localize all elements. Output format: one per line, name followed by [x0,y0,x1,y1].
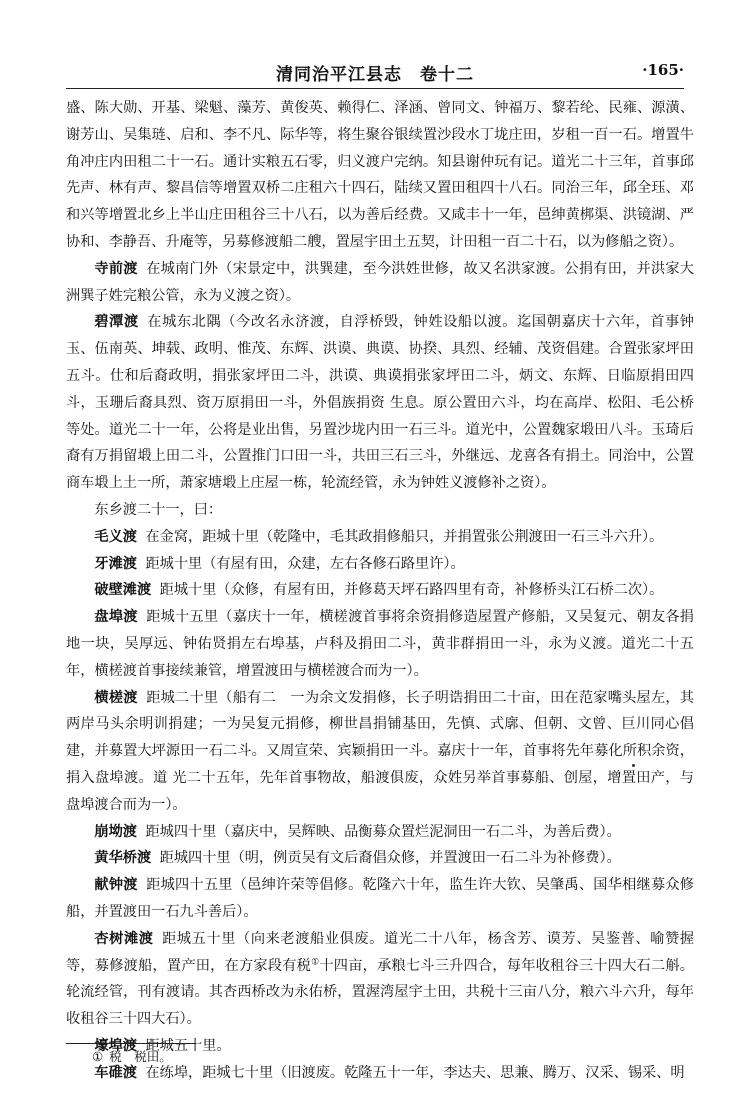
ferry-name: 壕埠渡 [94,1037,137,1054]
footnote [92,1048,172,1066]
ferry-name: 黄华桥渡 [94,850,152,867]
page-number: ·165· [642,61,684,79]
ferry-name: 毛义渡 [94,528,137,545]
running-title: 清同治平江县志 卷十二 [276,65,474,85]
ferry-name: 碧潭渡 [94,314,139,331]
footnote-divider [66,1043,196,1044]
ferry-text: 在练埠，距城七十里（旧渡废。乾隆五十一年，李达夫、思兼、腾万、汉采、锡采、明 [145,1064,685,1081]
ferry-entry [66,845,694,872]
ferry-text: 距城四十五里（邑绅许荣等倡修。乾隆六十年，监生许大钦、吴肇禹、国华相继募众修船，并置渡田一石九斗善后）。 [66,877,694,920]
ferry-text: 在城南门外（宋景定中，洪巽建，至今洪姓世修，故又名洪家渡。公捐有田，并洪家大洲巽子姓完粮公管，永为义渡之资）。 [66,260,694,304]
ferry-entry [66,819,694,846]
ferry-name: 车碓渡 [94,1064,137,1081]
ferry-text: 距城十里（众修，有屋有田，并修葛天坪石路四里有奇，补修桥头江石桥二次）。 [159,582,664,599]
ferry-text: 距城四十里（嘉庆中，吴辉映、品衡募众置烂泥洞田一石二斗，为善后费）。 [145,823,621,840]
ferry-text: 距城五十里（向来老渡船业俱废。道光二十八年，杨含芳、谟芳、吴鉴普、喻赞握等，募修渡船，置产田，在方家段有税 [66,930,694,974]
footnote-mark: ① [92,1049,104,1064]
ferry-entry [66,524,694,551]
ferry-entry [66,256,694,310]
ferry-name: 盘埠渡 [94,609,138,626]
ferry-entry [66,685,694,819]
ferry-entry [66,577,694,604]
ferry-name: 崩坳渡 [94,823,137,840]
section-label: 东乡渡二十一，曰： [94,501,223,518]
page-body [66,95,694,1086]
ferry-text: 距城十五里（嘉庆十一年，横槎渡首事将余资捐修造屋置产修船，又吴复元、朝友各捐地一块，吴厚远、钟佑贤捐左右埠基，卢科及捐田二斗，黄非群捐田一斗，永为义渡。道光二十五年，横槎渡首事接续兼管，增置渡田与横槎渡合而为一）。 [66,609,694,679]
ferry-name: 杏树滩渡 [94,930,154,947]
ferry-text: 在金窝，距城十里（乾隆中，毛其政捐修船只，并捐置张公荆渡田一石三斗六升）。 [145,528,664,545]
ferry-entry [66,926,694,1033]
ferry-text: 距城二十里（船有二 一为余文发捐修，长子明诰捐田二十亩，田在范家嘴头屋左，其两岸马头余明训捐建；一为吴复元捐修，柳世昌捐铺基田，先慎、式廓、但朝、文曾、巨川同心倡建，并募置大坪源田一石二斗。又周宣荣、宾颖捐田一斗。嘉庆十一年，首事将先年募化所积余资，捐入盘埠渡。道 光二十五年，先年首事物故，船渡俱废，众姓另举首事募船、创屋，增置田产，与盘埠渡合而为一）。 [66,689,694,813]
ferry-text: 距城十里（有屋有田，众建，左右各修石路里许）。 [145,555,465,572]
ferry-name: 寺前渡 [94,260,138,277]
print-speck [632,764,635,767]
ferry-entry [66,309,694,497]
ferry-text: 在城东北隅（今改名永济渡，自浮桥毁，钟姓设船以渡。迄国朝嘉庆十六年，首事钟玉、伍南英、坤载、政明、惟茂、东辉、洪谟、典谟、协揆、具烈、经辅、茂资倡建。合置张家坪田五斗。仕和后裔政明，捐张家坪田二斗，洪谟、典谟捐张家坪田二斗，炳文、东辉、日临原捐田四斗，玉珊后裔具烈、资万原捐田一斗，外倡族捐资 生息。原公置田六斗，均在高岸、松阳、毛公桥等处。道光二十一年，公将是业出售，另置沙垅内田一石三斗。道光中，公置魏家塅田八斗。玉琦后裔有万捐留塅上田二斗，公置推门口田一斗，共田三石三斗，外继远、龙喜各有捐土。同治中，公置商车塅上土一所，萧家塘塅上庄屋一栋，轮流经管，永为钟姓义渡修补之资）。 [66,314,694,492]
page-header [66,56,684,89]
footnote-reference[interactable]: ① [311,956,320,967]
ferry-name: 献钟渡 [94,877,138,894]
ferry-text: 十四亩，承粮七斗三升四合，每年收租谷三十四大石二斛。轮流经管，刊有渡请。其杏西桥改为永佑桥，置渥湾屋宇土田，共税十三亩八分，粮六斗六升，每年收租谷三十四大石）。 [66,957,694,1028]
footnote-text: 税 税田。 [109,1049,172,1064]
ferry-entry [66,604,694,684]
ferry-name: 横槎渡 [94,689,138,706]
ferry-name: 牙滩渡 [94,555,137,572]
ferry-entry [66,551,694,578]
intro-paragraph: 盛、陈大勋、开基、梁魁、藻芳、黄俊英、赖得仁、泽涵、曾同文、钟福万、黎若纶、民雍、源潢、谢芳山、吴集琏、启和、李不凡、际华等，将生聚谷银续置沙段水丁垅庄田，岁租一百一石。增置牛角冲庄内田租二十一石。通计实粮五石零，归义渡户完纳。知县谢仲玩有记。道光二十三年，首事邱先声、林有声、黎昌信等增置双桥二庄租六十四石，陆续又置田租四十八石。同治三年，邱全珏、邓和兴等增置北乡上半山庄田租谷三十八石，以为善后经费。又咸丰十一年，邑绅黄梆渠、洪镜湖、严协和、李静吾、升庵等，另募修渡船二艘，置屋宇田土五契，计田租一百二十石，以为修船之资）。 [66,100,694,250]
ferry-text: 距城五十里。 [145,1037,231,1054]
ferry-entry [66,872,694,926]
ferry-name: 破壁滩渡 [94,582,152,599]
ferry-text: 距城四十里（明，例贡吴有文后裔倡众修，并置渡田一石二斗为补修费）。 [159,850,621,867]
